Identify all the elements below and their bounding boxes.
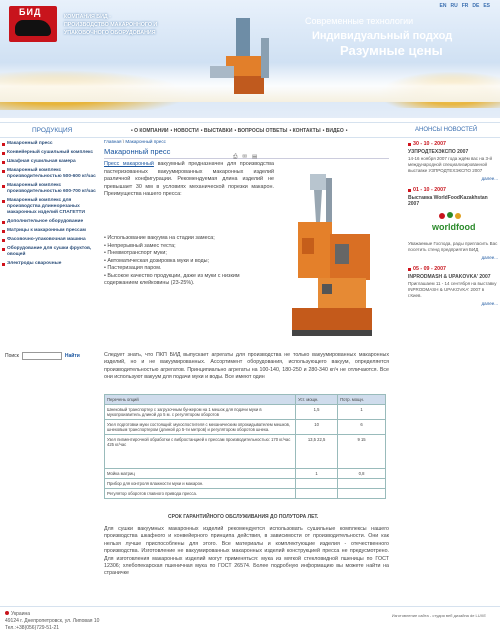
- footer-line: 49124 г. Днепропетровск, ул. Липовая 10: [5, 618, 100, 624]
- worldfood-logo-text: worldfood: [432, 222, 476, 232]
- main-navigation: [131, 128, 348, 134]
- page-title: Макаронный пресс: [104, 147, 389, 159]
- table-header: Перечень опций: [105, 395, 296, 405]
- nav-end: •: [345, 128, 348, 134]
- machine-base: [234, 76, 264, 94]
- feature-item: • Непрерывный замес теста;: [104, 242, 176, 249]
- intro-body: вакуумный предназначен для производства пастеризованных вакуумированных макаронных изделий различной конфигурации. Рекомендуемая длина изделий не превышает 30 мм в условиях механической порезки макарон. Преимущества нашего пресса:: [104, 161, 274, 197]
- table-cell: 1: [296, 469, 338, 479]
- breadcrumb-sep: \: [121, 139, 126, 144]
- sidebar-item-label: Электроды сварочные: [7, 261, 62, 266]
- pdf-icon[interactable]: ▤: [252, 154, 258, 160]
- table-header: Уст. мощн.: [296, 395, 338, 405]
- sidebar-item-label: Дополнительное оборудование: [7, 219, 84, 224]
- sidebar-item-electrodes[interactable]: [2, 261, 100, 267]
- table-row: [105, 489, 386, 499]
- news-date-text: 30 - 10 - 2007: [413, 141, 446, 147]
- sidebar-item-label: Макаронный комплекс для производства длиннорезаных макаронных изделий СПАГЕТТИ: [7, 198, 85, 215]
- bullet-icon: [2, 248, 5, 251]
- table-cell: [296, 479, 338, 489]
- bullet-icon: [2, 185, 5, 188]
- news-title[interactable]: INPRODMASH & UPAKOVKA' 2007: [408, 274, 491, 280]
- nav-contacts[interactable]: • КОНТАКТЫ: [289, 128, 321, 134]
- language-switcher: [440, 3, 490, 9]
- machine-pipe: [261, 38, 269, 78]
- company-name: [64, 13, 174, 37]
- sidebar-item-label: Макаронный комплекс производительностью 500-600 кг/час: [7, 168, 96, 179]
- table-cell: 6: [338, 420, 386, 435]
- footer-address: [5, 611, 99, 632]
- table-row: [105, 469, 386, 479]
- table-cell: Мойка матриц: [105, 469, 296, 479]
- news-text: 14-16 ноября 2007 года ждём вас на 3-й международной специализированной выставке УЗПРОДТЕХЭКСПО 2007: [408, 156, 493, 173]
- table-cell: 13,5 22,5: [296, 435, 338, 469]
- sidebar-item-extra-equipment[interactable]: [2, 219, 100, 225]
- table-cell: 10: [296, 420, 338, 435]
- bullet-icon: [408, 189, 411, 192]
- lang-ru[interactable]: RU: [450, 3, 458, 9]
- pasta-machine-illustration: [206, 8, 282, 108]
- sidebar-item-packing[interactable]: [2, 237, 100, 243]
- breadcrumb-current[interactable]: Макаронный пресс: [125, 139, 166, 144]
- table-row: [105, 405, 386, 420]
- options-table: [104, 394, 386, 499]
- news-more-link[interactable]: далее...: [481, 176, 498, 181]
- sidebar-item-label: Макаронный пресс: [7, 141, 53, 146]
- news-sidebar: [408, 141, 498, 312]
- lang-de[interactable]: DE: [472, 3, 480, 9]
- nav-news[interactable]: • НОВОСТИ: [170, 128, 199, 134]
- table-header-row: [105, 395, 386, 405]
- products-heading: ПРОДУКЦИЯ: [32, 127, 73, 134]
- sidebar-item-complex-600[interactable]: [2, 183, 100, 195]
- footer-country: [5, 611, 99, 618]
- news-date-text: 05 - 09 - 2007: [413, 266, 446, 272]
- info-paragraph: Следует знать, что ПКП БИД выпускает агрегаты для производства не только вакуумированных макаронных изделий, но и не вакуумированных. Ассортимент оборудования, использующего вакуум, определяется производительностью агрегатов. Принципиально агрегаты на 100-140, 180-250 и 280-340 кг/ч не отличаются. Все они используют вакуум для подачи муки и воды. Все имеют один: [104, 352, 389, 381]
- sidebar-item-spaghetti[interactable]: [2, 198, 100, 216]
- news-heading: АНОНСЫ НОВОСТЕЙ: [415, 127, 478, 133]
- table-cell: 0,8: [338, 469, 386, 479]
- intro-text: [104, 161, 274, 199]
- bullet-icon: [2, 170, 5, 173]
- bullet-icon: [408, 268, 411, 271]
- table-cell: 1: [338, 405, 386, 420]
- company-logo[interactable]: [9, 6, 57, 42]
- news-date: [408, 187, 498, 193]
- logo-text: БИД: [19, 7, 42, 17]
- footer-line: Украина: [11, 611, 31, 617]
- table-cell: 9 15: [338, 435, 386, 469]
- nav-exhibitions[interactable]: • ВЫСТАВКИ: [200, 128, 233, 134]
- guarantee-note: СРОК ГАРАНТИЙНОГО ОБСЛУЖИВАНИЯ ДО ПОЛУТОРА ЛЕТ.: [168, 514, 319, 520]
- slogan-technology: Современные технологии: [305, 16, 414, 26]
- sidebar-item-press[interactable]: [2, 141, 100, 147]
- news-title[interactable]: УЗПРОДТЕХЭКСПО 2007: [408, 149, 469, 155]
- lang-en[interactable]: EN: [439, 3, 447, 9]
- news-date: [408, 266, 498, 272]
- sidebar-item-drying-chamber[interactable]: [2, 159, 100, 165]
- table-row: [105, 479, 386, 489]
- features-list: [104, 235, 274, 288]
- company-line: КОМПАНИЯ БИД -: [64, 14, 111, 20]
- press-photo: [280, 164, 380, 346]
- footer-credit[interactable]: Изготовление сайта - студия веб дизайна de LUXE: [391, 613, 486, 618]
- sidebar-item-fruit-dryer[interactable]: [2, 246, 100, 258]
- table-row: [105, 435, 386, 469]
- breadcrumb-home[interactable]: Главная: [104, 139, 122, 144]
- intro-link[interactable]: Пресс макаронный: [104, 161, 154, 167]
- news-title[interactable]: Выставка WorldFoodKazakhstan 2007: [408, 195, 488, 207]
- table-cell: [338, 479, 386, 489]
- bullet-icon: [408, 143, 411, 146]
- company-line: ПРОИЗВОДСТВО МАКАРОННОГО И: [64, 22, 158, 28]
- sidebar-item-dies[interactable]: [2, 228, 100, 234]
- search-label: Поиск: [5, 353, 19, 359]
- machine-tower: [236, 18, 250, 56]
- feature-item: • Автоматическая дозировка муки и воды;: [104, 257, 210, 264]
- bullet-icon: [2, 230, 5, 233]
- lang-es[interactable]: ES: [483, 3, 490, 9]
- breadcrumb: [104, 139, 389, 144]
- bear-icon: [15, 20, 51, 36]
- sidebar-item-complex-500[interactable]: [2, 168, 100, 180]
- bullet-icon: [2, 152, 5, 155]
- table-cell: Узел пигментирочной обработки с вибростанцией к прессам производительностью: 170 кг/час 425 кг/час: [105, 435, 296, 469]
- table-cell: 1,5: [296, 405, 338, 420]
- company-line: УПАКОВОЧНОГО ОБОРУДОВАНИЯ: [64, 30, 156, 36]
- machine-hopper: [210, 66, 234, 78]
- products-sidebar: [2, 141, 100, 270]
- bullet-icon: [2, 239, 5, 242]
- table-cell: Узел подготовки муки состоящий: мукоспостителя с механическим опрокидывателем мешков, шнековым транспортером (длиной до 5-ти метров) и регулятором оборотов шнека.: [105, 420, 296, 435]
- news-date-text: 01 - 10 - 2007: [413, 187, 446, 193]
- news-text: Уважаемые Господа, рады пригласить Вас посетить стенд предприятия БИД: [408, 241, 498, 252]
- feature-item: • Пастеризация паром.: [104, 265, 162, 271]
- sidebar-item-label: Макаронный комплекс производительностью 600-700 кг/час: [7, 183, 96, 194]
- feature-item: • Использование вакуума на стадии замеса;: [104, 235, 215, 241]
- news-item: [408, 187, 498, 260]
- news-date: [408, 141, 498, 147]
- table-header: Потр. мощн.: [338, 395, 386, 405]
- feature-item: • Высокое качество продукции, даже из муки с низким содержанием клейковины (23-25%).: [104, 272, 240, 286]
- sidebar-item-label: Конвейерный сушильный комплекс: [7, 150, 93, 155]
- table-cell: Прибор для контроля влажности муки и макарон.: [105, 479, 296, 489]
- search-input[interactable]: [22, 352, 62, 360]
- bullet-icon: [2, 143, 5, 146]
- search-form: [5, 352, 80, 360]
- page-tools: [233, 154, 257, 161]
- lang-fr[interactable]: FR: [461, 3, 469, 9]
- news-text: Приглашаем 11 - 14 сентября на выставку INPRODMASH & UPAKOVKA' 2007 в г.Киев.: [408, 281, 497, 298]
- table-cell: [338, 489, 386, 499]
- feature-item: • Пневмотранспорт муки;: [104, 250, 167, 256]
- sidebar-item-label: Матрицы к макаронным прессам: [7, 228, 86, 233]
- news-more-link[interactable]: далее...: [481, 255, 498, 260]
- bullet-icon: [2, 161, 5, 164]
- sidebar-item-label: Оборудование для сушки фруктов, овощей: [7, 246, 92, 257]
- info-paragraph-2: Для сушки вакуумных макаронных изделий рекомендуется использовать сушильные комплексы нашего производства шкафного и конвейерного принципа действия, в зависимости от производительности. Они как нельзя лучше приспособлены для этого. Все материалы и комплектующие изделия - отечественного производства. Изготовление не вакуумированных макаронных изделий конструкцией пресса не предусмотрено. Для изготовления макаронных изделий могут применяться: мука из мягкой стекловидной пшеницы по ГОСТ 12306; хлебопекарская пшеничная мука по ГОСТ 26574. Более подробную информацию вы можете найти на страничке: [104, 526, 389, 577]
- sidebar-item-conveyor-dryer[interactable]: [2, 150, 100, 156]
- news-item: [408, 141, 498, 181]
- news-item: [408, 266, 498, 306]
- bullet-icon: [2, 200, 5, 203]
- news-more-link[interactable]: далее...: [481, 301, 498, 306]
- table-cell: Шнековый транспортер с загрузочным бункером на 1 мешок для подачи муки в мукопроизвитель длиной до 5 м. с регулятором оборотов: [105, 405, 296, 420]
- sidebar-item-label: Шкафная сушильная камера: [7, 159, 76, 164]
- location-icon: [5, 611, 9, 615]
- nav-about[interactable]: • О КОМПАНИИ: [131, 128, 169, 134]
- nav-faq[interactable]: • ВОПРОСЫ ОТВЕТЫ: [234, 128, 288, 134]
- sidebar-item-label: Фасовочно-упаковочная машина: [7, 237, 86, 242]
- search-button[interactable]: Найти: [64, 353, 80, 359]
- email-icon[interactable]: ✉: [242, 154, 248, 160]
- print-icon[interactable]: ⎙: [233, 154, 238, 160]
- bullet-icon: [2, 221, 5, 224]
- nav-video[interactable]: • ВИДЕО: [322, 128, 344, 134]
- table-row: [105, 420, 386, 435]
- footer-line: Тел.:+38(056)729-51-21: [5, 625, 60, 631]
- slogan-prices: Разумные цены: [340, 43, 443, 58]
- bullet-icon: [2, 263, 5, 266]
- table-cell: Регулятор оборотов главного привода пресса.: [105, 489, 296, 499]
- slogan-approach: Индивидуальный подход: [312, 30, 453, 42]
- site-header: [0, 0, 500, 118]
- worldfood-logo: [430, 210, 482, 236]
- table-cell: [296, 489, 338, 499]
